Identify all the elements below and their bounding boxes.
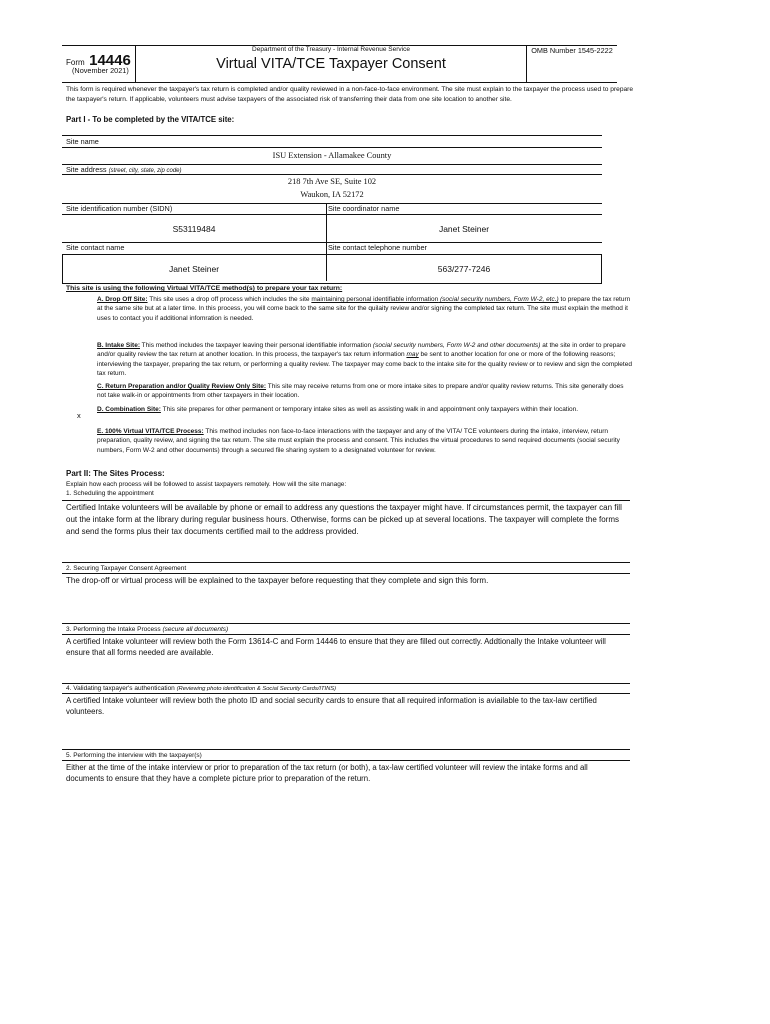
method-a-pii: maintaining personal identifiable information (311, 296, 439, 303)
department-name: Department of the Treasury - Internal Revenue Service (252, 46, 410, 53)
q1-answer: Certified Intake volunteers will be available by phone or email to address any questions the taxpayer might have. If circumstances permit, the taxpayer can fill out the intake form at the library during regular business hours. Otherwise, forms can be picked up at several locations. The taxpayer will complete the forms and send the forms plus their tax documents certified mail to the address provided. (66, 503, 622, 536)
form-title: Virtual VITA/TCE Taxpayer Consent (216, 56, 446, 72)
q1-label: 1. Scheduling the appointment (66, 490, 154, 497)
method-d-text: This site prepares for other permanent or temporary intake sites as well as assisting walk in and appointment only taxpayers within their location. (160, 406, 579, 413)
method-b (97, 341, 632, 379)
method-d (97, 405, 632, 414)
methods-heading: This site is using the following Virtual VITA/TCE method(s) to prepare your tax return: (66, 285, 343, 292)
site-name-label: Site name (66, 137, 99, 146)
method-d-title: D. Combination Site: (97, 406, 161, 413)
method-c-title: C. Return Preparation and/or Quality Review Only Site: (97, 383, 267, 390)
q4-hint: (Reviewing photo identification & Social Security Cards/ITINS) (176, 686, 337, 692)
method-b-examples: (social security numbers, Form W-2 and other documents) (372, 342, 541, 349)
intro-text: This form is required whenever the taxpayer's tax return is completed and/or quality reviewed in a non-face-to-face environment. The site must explain to the taxpayer the process used to prepare the taxpayer's return. If applicable, volunteers must advise taxpayers of the associated risk of transferring their data from one site location to another site. (66, 86, 634, 103)
site-address-hint: (street, city, state, zip code) (108, 168, 182, 174)
contact-value: Janet Steiner (168, 264, 220, 274)
q3-hint: (secure all documents) (162, 626, 229, 633)
q4-label-block (66, 684, 336, 693)
method-b-text-2: at the site in order to prepare and/or quality review the tax return at another location. In this process, the taxpayer's tax return information (97, 342, 626, 359)
form-number: 14446 (89, 52, 131, 69)
address-line-1: 218 7th Ave SE, Suite 102 (287, 177, 377, 186)
q2-label: 2. Securing Taxpayer Consent Agreement (66, 565, 187, 572)
method-a-title: A. Drop Off Site: (97, 296, 148, 303)
method-e (97, 427, 632, 455)
method-b-text: This method includes the taxpayer leaving their personal identifiable information (139, 342, 373, 349)
part2-heading: Part II: The Sites Process: (66, 469, 165, 478)
q3-answer: A certified Intake volunteer will review both the Form 13614-C and Form 14446 to ensure that they are filled out correctly. Addtionally the Intake volunteer will ensure that all forms needed are available. (66, 637, 606, 658)
site-address-label: Site address (66, 165, 107, 174)
coordinator-value: Janet Steiner (438, 224, 490, 234)
method-a (97, 295, 632, 323)
method-a-text: This site uses a drop off process which includes the site (147, 296, 312, 303)
phone-value: 563/277-7246 (437, 264, 491, 274)
method-c-text: This site may receive returns from one or more intake sites to prepare and/or quality review returns. This site generally does not take walk-in or appointments from other taxpayers in their location. (97, 383, 624, 400)
q5-answer: Either at the time of the intake interview or prior to preparation of the tax return (or both), a tax-law certified volunteer will review the intake forms and all documents to ensure that they have a complete picture prior to preparation of the return. (66, 763, 588, 784)
method-a-text-2: to prepare the tax return at the same site but at a later time. In this process, you will come back to the same site for the quilaity review and/or signing the completed tax return. The site must explain the method it uses to contact you if additional infomration is needed. (97, 296, 631, 322)
form-word: Form (66, 58, 85, 67)
part1-heading: Part I - To be completed by the VITA/TCE site: (66, 115, 235, 124)
method-e-text: This method includes non face-to-face interactions with the taxpayer and any of the VITA/ TCE volunteers during the intake, interview, return preparation, quality review, and signing the tax return. The site must explain the process and consent. This includes the virtual procedures to send required documents (social security numbers, Form W-2 and other documents) through a secured file sharing system to a designated volunteer for review. (97, 428, 620, 454)
q4-answer: A certified Intake volunteer will review both the photo ID and social security cards to ensure that all required information is aviailable to the tax-law certified volunteers. (66, 696, 597, 717)
q4-label: 4. Validating taxpayer's authentication (66, 685, 175, 692)
sidn-value: S53119484 (172, 224, 216, 234)
q5-label: 5. Performing the interview with the taxpayer(s) (66, 752, 202, 759)
address-line-2: Waukon, IA 52172 (300, 190, 364, 199)
method-e-title: E. 100% Virtual VITA/TCE Process: (97, 428, 204, 435)
method-b-text-3: be sent to another location for one or more of the following reasons; interviewing the taxpayer, preparing the tax return, or performing a quality review. The taxpayer may come back to the intake site for the quality review or to review and sign the completed tax return. (97, 351, 632, 378)
sidn-label: Site identification number (SIDN) (66, 204, 173, 213)
site-name-value: ISU Extension - Allamakee County (272, 151, 392, 160)
part2-explain: Explain how each process will be followed to assist taxpayers remotely. How will the site manage: (66, 481, 347, 488)
form-date: (November 2021) (72, 66, 129, 75)
omb-number: OMB Number 1545-2222 (531, 46, 613, 55)
q2-answer: The drop-off or virtual process will be explained to the taxpayer before requesting that they complete and sign this form. (66, 576, 489, 585)
method-c (97, 382, 632, 401)
contact-label: Site contact name (66, 243, 125, 252)
q3-label-block (66, 625, 228, 634)
method-d-checkmark: x (77, 411, 81, 420)
coordinator-label: Site coordinator name (328, 204, 400, 213)
method-b-title: B. Intake Site: (97, 342, 140, 349)
phone-label: Site contact telephone number (328, 243, 427, 252)
method-a-examples: (social security numbers, Form W-2, etc.) (438, 296, 559, 303)
q3-label: 3. Performing the Intake Process (66, 626, 161, 633)
method-b-may: may (406, 351, 419, 359)
